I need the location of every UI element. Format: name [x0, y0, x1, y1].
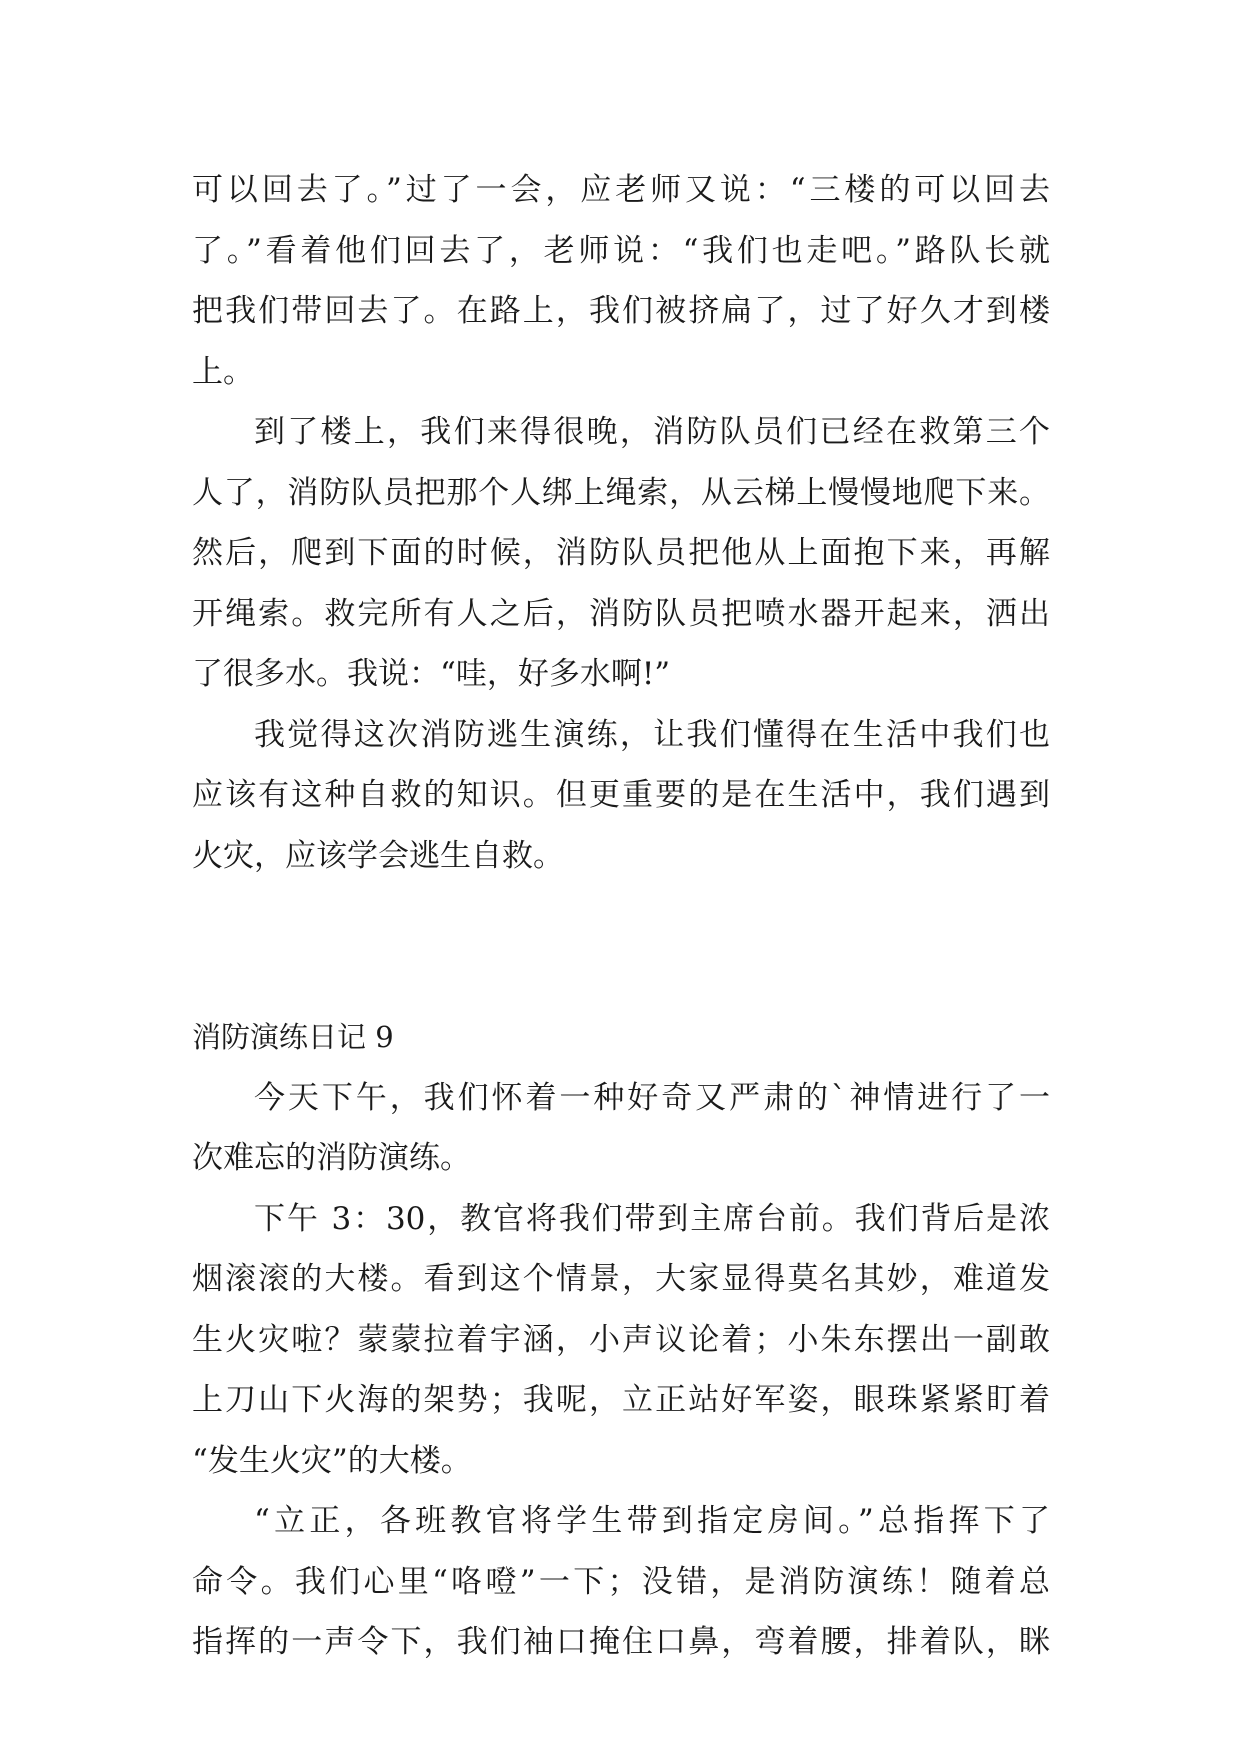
text-line: 火灾，应该学会逃生自救。 — [192, 837, 564, 874]
text-line: 开绳索。救完所有人之后，消防队员把喷水器开起来，洒出 — [192, 595, 1050, 632]
text-line: 到了楼上，我们来得很晚，消防队员们已经在救第三个 — [254, 414, 1050, 450]
text-line: 了很多水。我说：“哇，好多水啊!” — [192, 656, 671, 692]
text-line: 人了，消防队员把那个人绑上绳索，从云梯上慢慢地爬下来。 — [192, 474, 1050, 511]
text-line: 了。”看着他们回去了，老师说：“我们也走吧。”路队长就 — [192, 232, 1050, 269]
text-line: 下午 3：30，教官将我们带到主席台前。我们背后是浓 — [254, 1200, 1050, 1237]
paragraph — [192, 705, 1050, 887]
text-line: 今天下午，我们怀着一种好奇又严肃的`神情进行了一 — [254, 1079, 1050, 1116]
section-title: 消防演练日记 9 — [192, 1020, 394, 1054]
text-line: 命令。我们心里“咯噔”一下；没错，是消防演练！随着总 — [192, 1563, 1050, 1600]
text-line: 把我们带回去了。在路上，我们被挤扁了，过了好久才到楼 — [192, 293, 1050, 329]
text-line: “发生火灾”的大楼。 — [192, 1442, 472, 1479]
text-line: 我觉得这次消防逃生演练，让我们懂得在生活中我们也 — [254, 716, 1050, 753]
text-line: 可以回去了。”过了一会，应老师又说：“三楼的可以回去 — [192, 172, 1050, 208]
paragraph — [192, 402, 1050, 705]
paragraph — [192, 1068, 1050, 1189]
text-line: “立正，各班教官将学生带到指定房间。”总指挥下了 — [254, 1503, 1050, 1539]
paragraph — [192, 1491, 1050, 1673]
document-body — [192, 160, 1050, 1673]
text-line: 上。 — [192, 353, 254, 390]
paragraph — [192, 160, 1050, 402]
paragraph — [192, 1189, 1050, 1492]
section-spacer — [192, 886, 1050, 1007]
text-line: 应该有这种自救的知识。但更重要的是在生活中，我们遇到 — [192, 777, 1050, 813]
text-line: 次难忘的消防演练。 — [192, 1140, 471, 1176]
text-line: 上刀山下火海的架势；我呢，立正站好军姿，眼珠紧紧盯着 — [192, 1382, 1050, 1418]
text-line: 指挥的一声令下，我们袖口掩住口鼻，弯着腰，排着队，眯 — [192, 1624, 1050, 1660]
text-line: 然后，爬到下面的时候，消防队员把他从上面抱下来，再解 — [192, 535, 1050, 571]
text-line: 烟滚滚的大楼。看到这个情景，大家显得莫名其妙，难道发 — [192, 1261, 1050, 1297]
text-line: 生火灾啦？蒙蒙拉着宇涵，小声议论着；小朱东摆出一副敢 — [192, 1321, 1050, 1358]
